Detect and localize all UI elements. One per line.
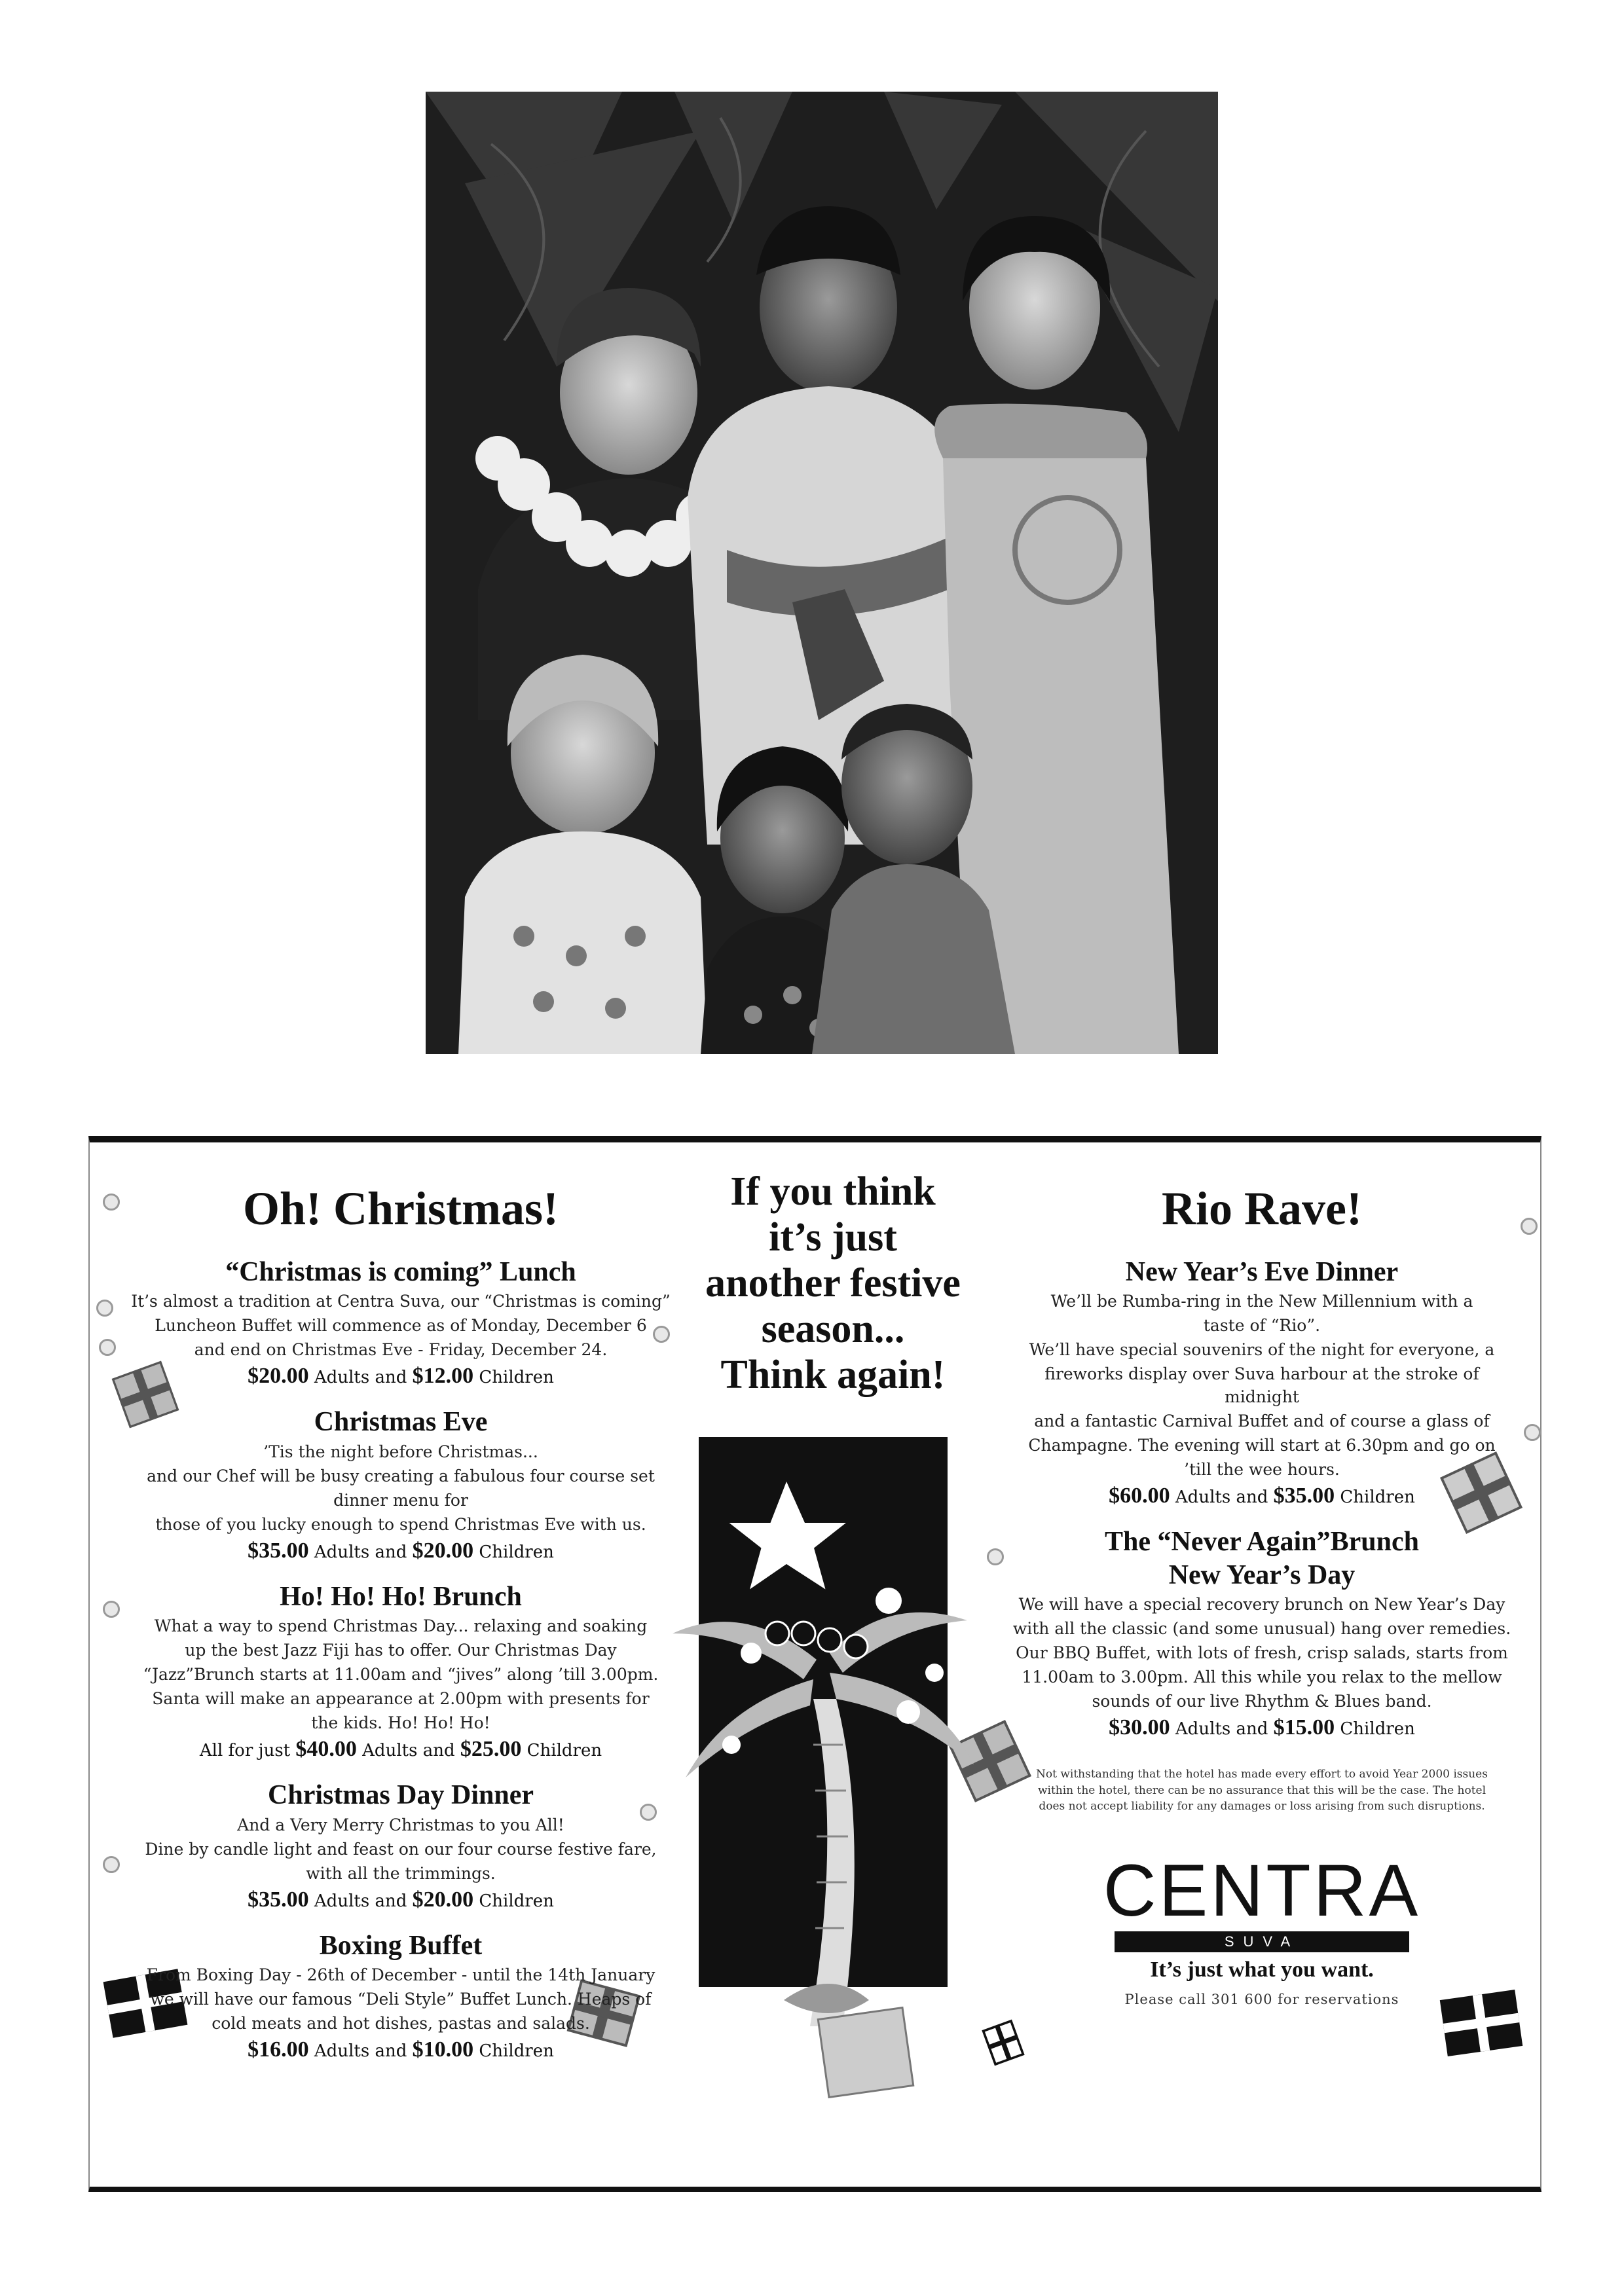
adult-price: $16.00: [248, 2037, 309, 2062]
section-text: 11.00am to 3.00pm. All this while you relax to the mellow: [1022, 1667, 1502, 1687]
price-line: [116, 1364, 686, 1389]
festive-heading-line: Think again!: [720, 1353, 946, 1398]
child-label: Children: [479, 1542, 554, 1562]
section-text: cold meats and hot dishes, pastas and salads.: [212, 2013, 590, 2033]
price-line: [1006, 1484, 1517, 1508]
child-price: $25.00: [460, 1737, 522, 1762]
section-text: We’ll be Rumba-ring in the New Millennium with a: [1050, 1292, 1473, 1311]
adult-price: $35.00: [248, 1887, 309, 1912]
section-text: And a Very Merry Christmas to you All!: [237, 1815, 564, 1834]
adult-label: Adults and: [314, 2041, 407, 2061]
section-text: fireworks display over Suva harbour at the stroke of midnight: [1044, 1364, 1479, 1407]
section-text: What a way to spend Christmas Day... relaxing and soaking: [154, 1616, 648, 1636]
child-label: Children: [479, 1891, 554, 1911]
section-text: taste of “Rio”.: [1203, 1316, 1321, 1336]
section-title: The “Never Again”Brunch: [1105, 1527, 1419, 1558]
centra-logo-word: CENTRA: [1103, 1850, 1421, 1932]
section-title: New Year’s Eve Dinner: [1125, 1257, 1399, 1287]
palm-tree-illustration-icon: [673, 1437, 993, 2144]
section-text: Champagne. The evening will start at 6.30pm and go on: [1028, 1436, 1496, 1455]
section-text: It’s almost a tradition at Centra Suva, our “Christmas is coming”: [131, 1292, 671, 1311]
christmas-column: [116, 1182, 686, 2079]
section-text: Dine by candle light and feast on our four course festive fare,: [145, 1839, 657, 1859]
section-text: dinner menu for: [333, 1490, 468, 1510]
child-label: Children: [479, 2041, 554, 2061]
adult-label: Adults and: [1175, 1487, 1268, 1508]
child-price: $12.00: [412, 1364, 474, 1389]
price-line: [116, 1737, 686, 1762]
child-price: $20.00: [412, 1887, 474, 1912]
child-price: $15.00: [1273, 1715, 1335, 1740]
child-label: Children: [1340, 1487, 1415, 1508]
price-prefix: All for just: [199, 1741, 291, 1761]
price-line: [116, 1887, 686, 1912]
section-text: We will have a special recovery brunch on New Year’s Day: [1018, 1595, 1505, 1614]
section-text: Our BBQ Buffet, with lots of fresh, crisp salads, starts from: [1016, 1643, 1508, 1663]
child-label: Children: [479, 1368, 554, 1388]
adult-price: $20.00: [248, 1364, 309, 1389]
adult-price: $35.00: [248, 1538, 309, 1563]
section-text: Santa will make an appearance at 2.00pm with presents for: [152, 1689, 650, 1709]
adult-label: Adults and: [362, 1741, 455, 1761]
centra-logo: [1006, 1850, 1517, 2008]
section-text: “Jazz”Brunch starts at 11.00am and “jives” along ’till 3.00pm.: [143, 1665, 659, 1685]
ring-icon: [96, 1300, 113, 1317]
price-line: [116, 2037, 686, 2062]
section-text: Luncheon Buffet will commence as of Monday, December 6: [155, 1316, 647, 1336]
adult-label: Adults and: [314, 1368, 407, 1388]
section-title: Boxing Buffet: [319, 1930, 483, 1961]
child-price: $20.00: [412, 1538, 474, 1563]
christmas-heading: Oh! Christmas!: [243, 1182, 559, 1235]
section-text: the kids. Ho! Ho! Ho!: [311, 1713, 490, 1733]
child-label: Children: [526, 1741, 602, 1761]
section-title: New Year’s Day: [1168, 1559, 1356, 1590]
section-text: up the best Jazz Fiji has to offer. Our Christmas Day: [185, 1641, 617, 1660]
ring-icon: [1524, 1424, 1541, 1441]
section-text: From Boxing Day - 26th of December - until the 14th January: [146, 1965, 655, 1984]
festive-heading-line: season...: [761, 1307, 905, 1352]
tagline: It’s just what you want.: [1150, 1958, 1374, 1982]
festive-heading: [637, 1169, 1029, 1398]
festive-heading-line: another festive: [705, 1261, 961, 1306]
adult-price: $30.00: [1109, 1715, 1170, 1740]
section-text: those of you lucky enough to spend Christmas Eve with us.: [155, 1514, 646, 1534]
child-price: $10.00: [412, 2037, 474, 2062]
section-text: We’ll have special souvenirs of the night for everyone, a: [1029, 1340, 1495, 1360]
price-line: [1006, 1715, 1517, 1740]
section-text: ’till the wee hours.: [1184, 1460, 1340, 1480]
section-title: Ho! Ho! Ho! Brunch: [280, 1581, 522, 1612]
middle-column: [637, 1169, 1029, 2147]
adult-price: $40.00: [295, 1737, 357, 1762]
adult-price: $60.00: [1109, 1484, 1170, 1508]
advertisement-panel: [88, 1136, 1541, 2192]
family-photo-icon: [426, 92, 1218, 1054]
family-photo: [426, 92, 1218, 1054]
festive-heading-line: it’s just: [769, 1215, 897, 1260]
ring-icon: [99, 1339, 116, 1356]
reservation-call: Please call 301 600 for reservations: [1124, 1992, 1399, 2008]
adult-label: Adults and: [314, 1891, 407, 1911]
section-title: Christmas Eve: [314, 1407, 488, 1438]
rio-heading: Rio Rave!: [1162, 1182, 1362, 1235]
section-text: and our Chef will be busy creating a fabulous four course set: [147, 1466, 655, 1485]
section-text: sounds of our live Rhythm & Blues band.: [1092, 1692, 1432, 1711]
ring-icon: [1521, 1218, 1538, 1235]
section-text: we will have our famous “Deli Style” Buffet Lunch. Heaps of: [150, 1989, 652, 2009]
section-text: and a fantastic Carnival Buffet and of course a glass of: [1034, 1412, 1490, 1431]
adult-label: Adults and: [314, 1542, 407, 1562]
section-text: ’Tis the night before Christmas...: [263, 1442, 538, 1461]
section-text: with all the classic (and some unusual) hang over remedies.: [1012, 1619, 1511, 1639]
section-text: with all the trimmings.: [306, 1863, 496, 1883]
rio-column: [1006, 1182, 1517, 2007]
rio-sections: [1006, 1256, 1517, 1740]
section-title: Christmas Day Dinner: [268, 1780, 534, 1811]
section-text: and end on Christmas Eve - Friday, December 24.: [194, 1340, 608, 1360]
festive-heading-line: If you think: [730, 1169, 936, 1214]
adult-label: Adults and: [1175, 1719, 1268, 1740]
child-price: $35.00: [1273, 1484, 1335, 1508]
christmas-sections: [116, 1256, 686, 2062]
centra-logo-sub: SUVA: [1115, 1931, 1409, 1952]
y2k-disclaimer: Not withstanding that the hotel has made every effort to avoid Year 2000 issues within the hotel, there can be no assurance that this will be the case. The hotel does not accept liability for any damages or loss arising from such disruptions.: [1036, 1768, 1488, 1813]
section-title: “Christmas is coming” Lunch: [225, 1257, 576, 1287]
price-line: [116, 1539, 686, 1563]
child-label: Children: [1340, 1719, 1415, 1740]
